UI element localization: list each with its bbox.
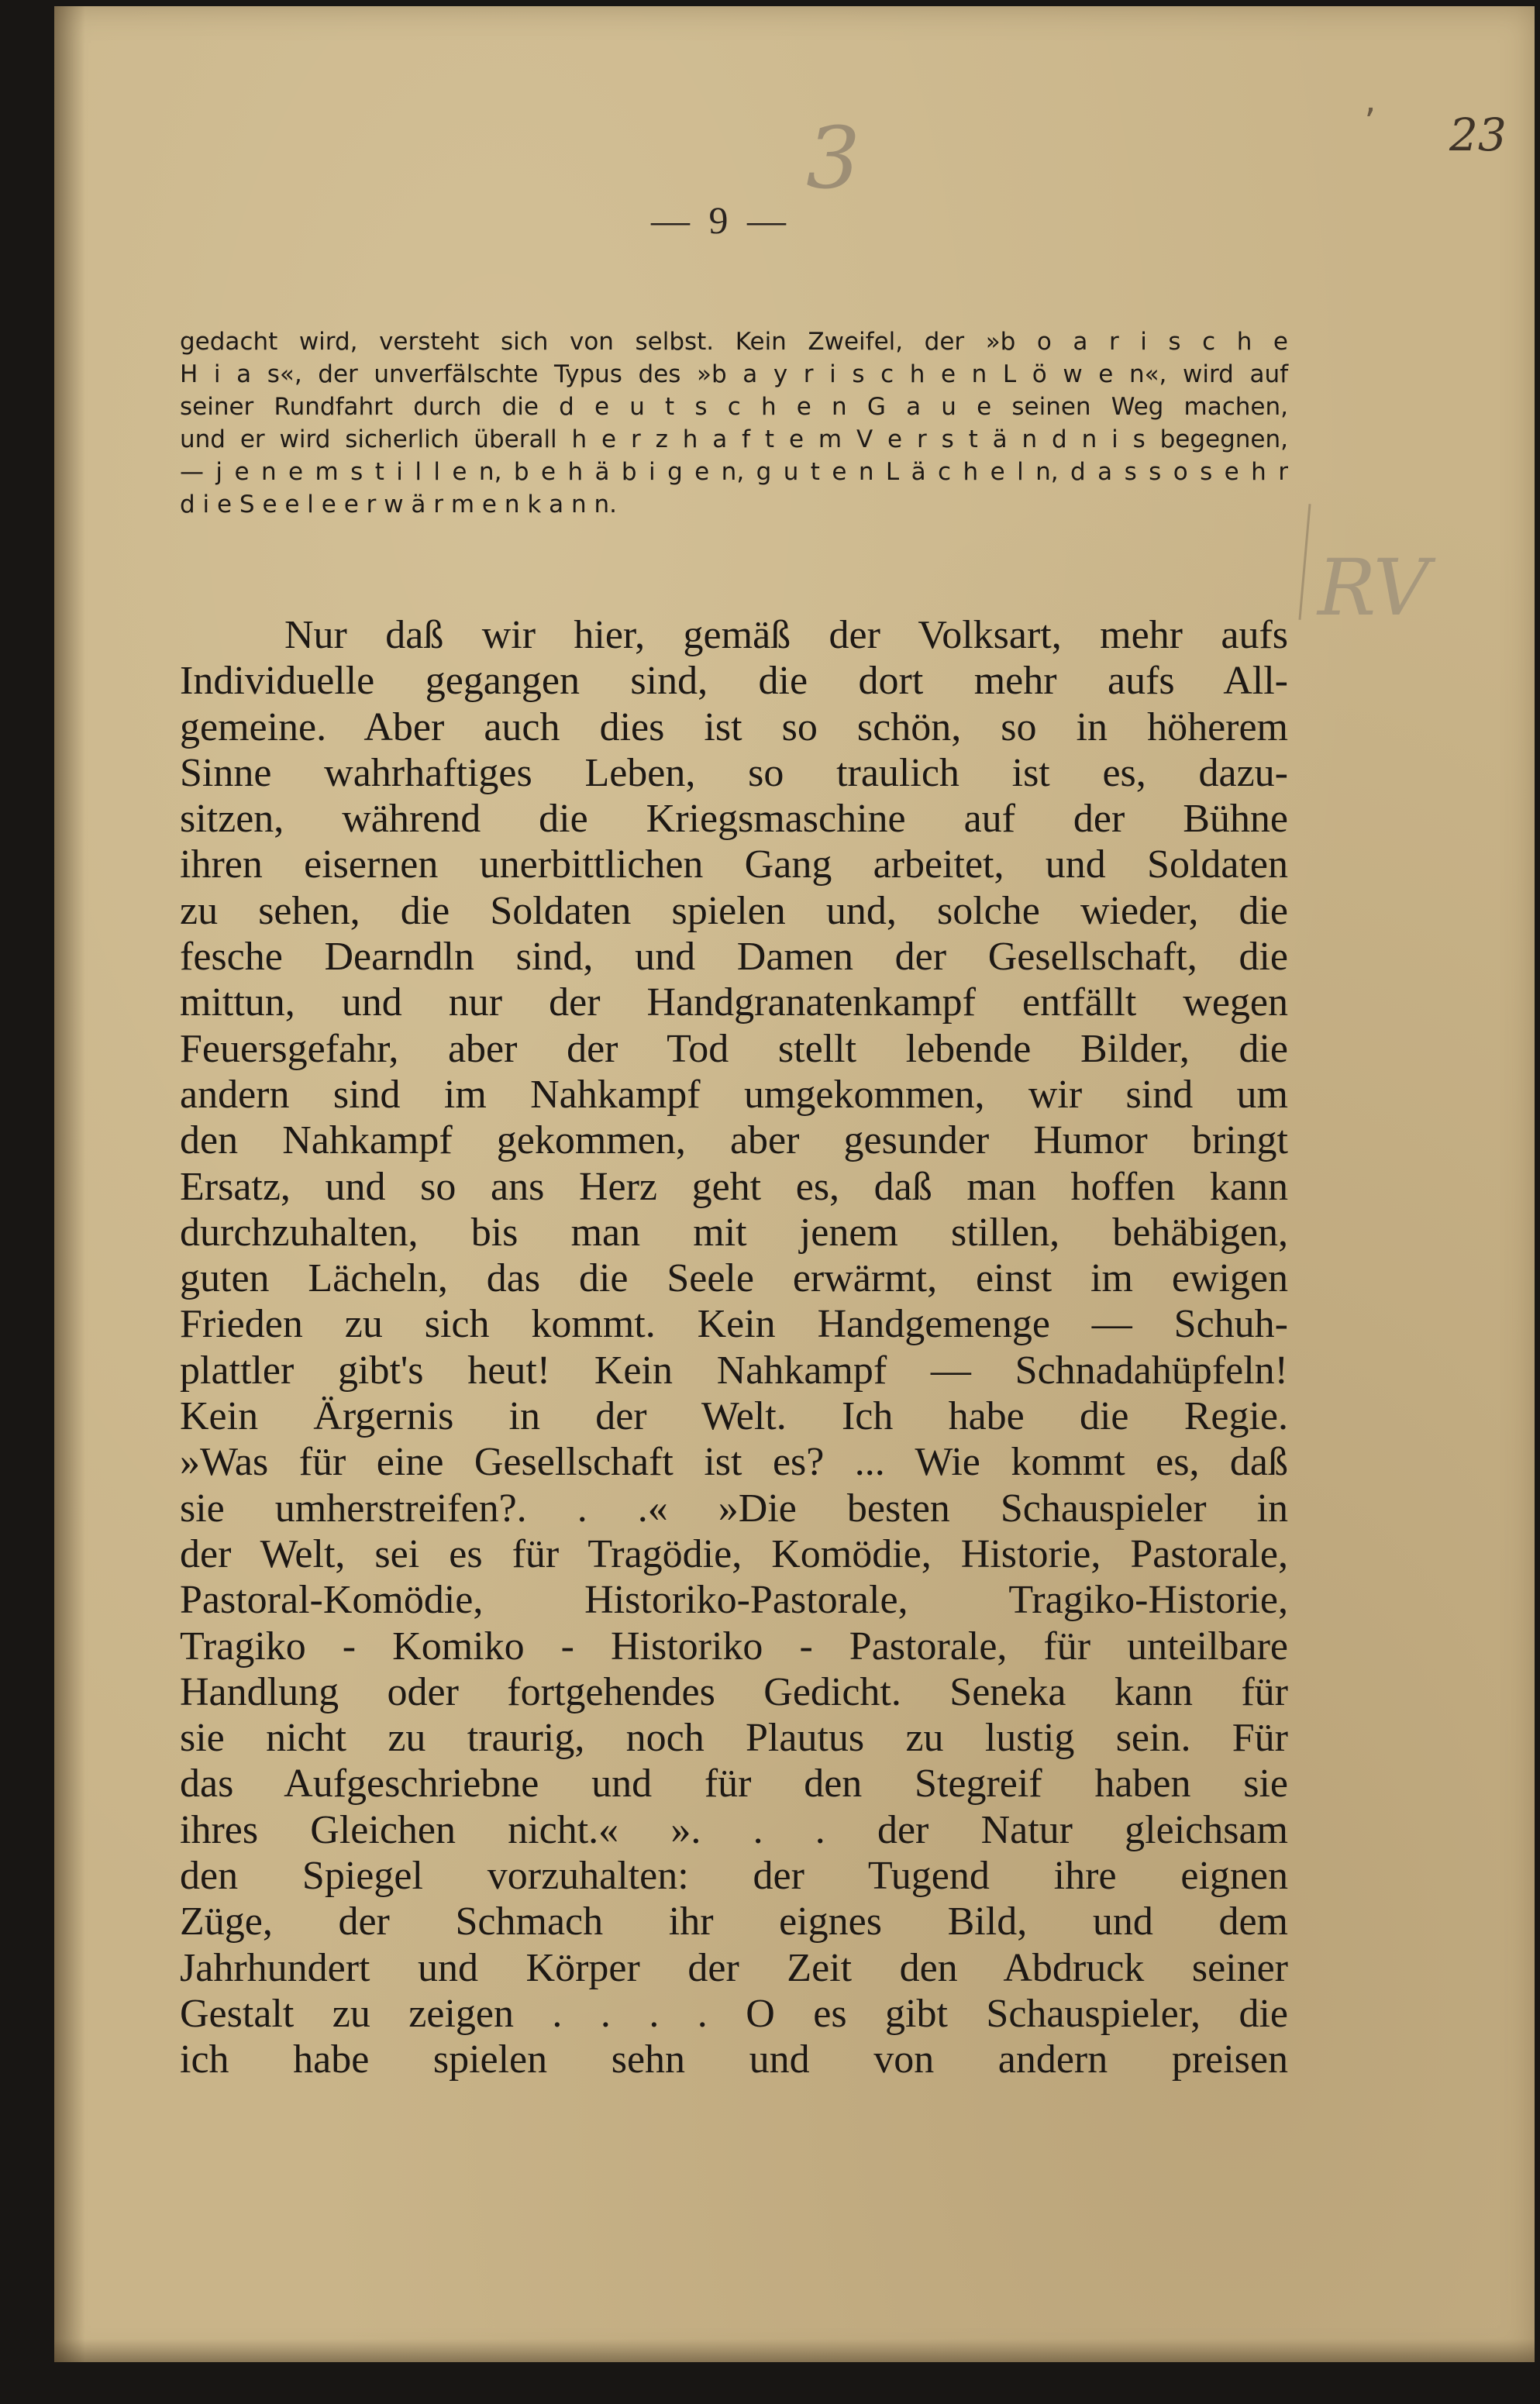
body-line: ihren eisernen unerbittlichen Gang arbeitet, und Soldaten [180, 842, 1288, 887]
body-line: Frieden zu sich kommt. Kein Handgemenge — Schuh- [180, 1302, 1288, 1347]
pencil-corner-mark: ʼ [1364, 101, 1376, 144]
body-line: Feuersgefahr, aber der Tod stellt lebende Bilder, die [180, 1026, 1288, 1071]
quote-line: d i e S e e l e e r w ä r m e n k a n n. [180, 491, 618, 518]
quote-line: H i a s«, der unverfälschte Typus des »b a y r i s c h e n L ö w e n«, wird auf [180, 360, 1288, 388]
pencil-annotation-top: 3 [806, 108, 860, 208]
body-line: mittun, und nur der Handgranatenkampf entfällt wegen [180, 980, 1288, 1025]
body-line: sie nicht zu traurig, noch Plautus zu lustig sein. Für [180, 1716, 1288, 1761]
body-line: durchzuhalten, bis man mit jenem stillen, behäbigen, [180, 1210, 1288, 1255]
body-line: Pastoral-Komödie, Historiko-Pastorale, Tragiko-Historie, [180, 1578, 1288, 1623]
quote-line: — j e n e m s t i l l e n, b e h ä b i g e n, g u t e n L ä c h e l n, d a s s o s e h r [180, 458, 1288, 486]
pencil-annotation-margin: RV [1318, 542, 1429, 633]
body-line: ich habe spielen sehn und von andern preisen [180, 2037, 1288, 2082]
body-line: ihres Gleichen nicht.« ». . . der Natur gleichsam [180, 1807, 1288, 1852]
body-line: andern sind im Nahkampf umgekommen, wir sind um [180, 1072, 1288, 1117]
body-line: Nur daß wir hier, gemäß der Volksart, mehr aufs [284, 613, 1288, 657]
quote-block [180, 325, 1288, 521]
body-paragraph [180, 612, 1288, 2083]
body-line: fesche Dearndln sind, und Damen der Gesellschaft, die [180, 935, 1288, 980]
body-line: Tragiko - Komiko - Historiko - Pastorale, für unteilbare [180, 1624, 1288, 1669]
body-line: den Spiegel vorzuhalten: der Tugend ihre eignen [180, 1854, 1288, 1899]
body-line: sie umherstreifen?. . .« »Die besten Schauspieler in [180, 1486, 1288, 1531]
spine-shadow [54, 6, 85, 2362]
body-line: zu sehen, die Soldaten spielen und, solche wieder, die [180, 888, 1288, 933]
body-line: plattler gibt's heut! Kein Nahkampf — Schnadahüpfeln! [180, 1348, 1288, 1393]
page-bottom-edge [54, 2339, 1535, 2362]
quote-line: gedacht wird, versteht sich von selbst. Kein Zweifel, der »b o a r i s c h e [180, 328, 1288, 356]
pencil-annotation-corner: 23 [1449, 108, 1507, 161]
body-line: Ersatz, und so ans Herz geht es, daß man hoffen kann [180, 1164, 1288, 1209]
quote-line: seiner Rundfahrt durch die d e u t s c h e n G a u e seinen Weg machen, [180, 393, 1288, 421]
page-number: — 9 — [651, 198, 791, 242]
body-line: das Aufgeschriebne und für den Stegreif haben sie [180, 1762, 1288, 1806]
body-line: Züge, der Schmach ihr eignes Bild, und dem [180, 1899, 1288, 1944]
quote-line: und er wird sicherlich überall h e r z h a f t e m V e r s t ä n d n i s begegnen, [180, 425, 1288, 453]
body-line: den Nahkampf gekommen, aber gesunder Humor bringt [180, 1118, 1288, 1163]
body-line: sitzen, während die Kriegsmaschine auf der Bühne [180, 797, 1288, 842]
body-line: guten Lächeln, das die Seele erwärmt, einst im ewigen [180, 1256, 1288, 1301]
body-line: Sinne wahrhaftiges Leben, so traulich ist es, dazu- [180, 750, 1288, 795]
body-line: Gestalt zu zeigen . . . . O es gibt Schauspieler, die [180, 1991, 1288, 2036]
body-line: Individuelle gegangen sind, die dort mehr aufs All- [180, 659, 1288, 704]
body-line: der Welt, sei es für Tragödie, Komödie, Historie, Pastorale, [180, 1531, 1288, 1576]
body-line: Jahrhundert und Körper der Zeit den Abdruck seiner [180, 1945, 1288, 1990]
body-line: gemeine. Aber auch dies ist so schön, so in höherem [180, 704, 1288, 749]
body-line: Handlung oder fortgehendes Gedicht. Seneka kann für [180, 1669, 1288, 1714]
body-line: »Was für eine Gesellschaft ist es? ... Wie kommt es, daß [180, 1440, 1288, 1485]
body-line: Kein Ärgernis in der Welt. Ich habe die Regie. [180, 1394, 1288, 1439]
